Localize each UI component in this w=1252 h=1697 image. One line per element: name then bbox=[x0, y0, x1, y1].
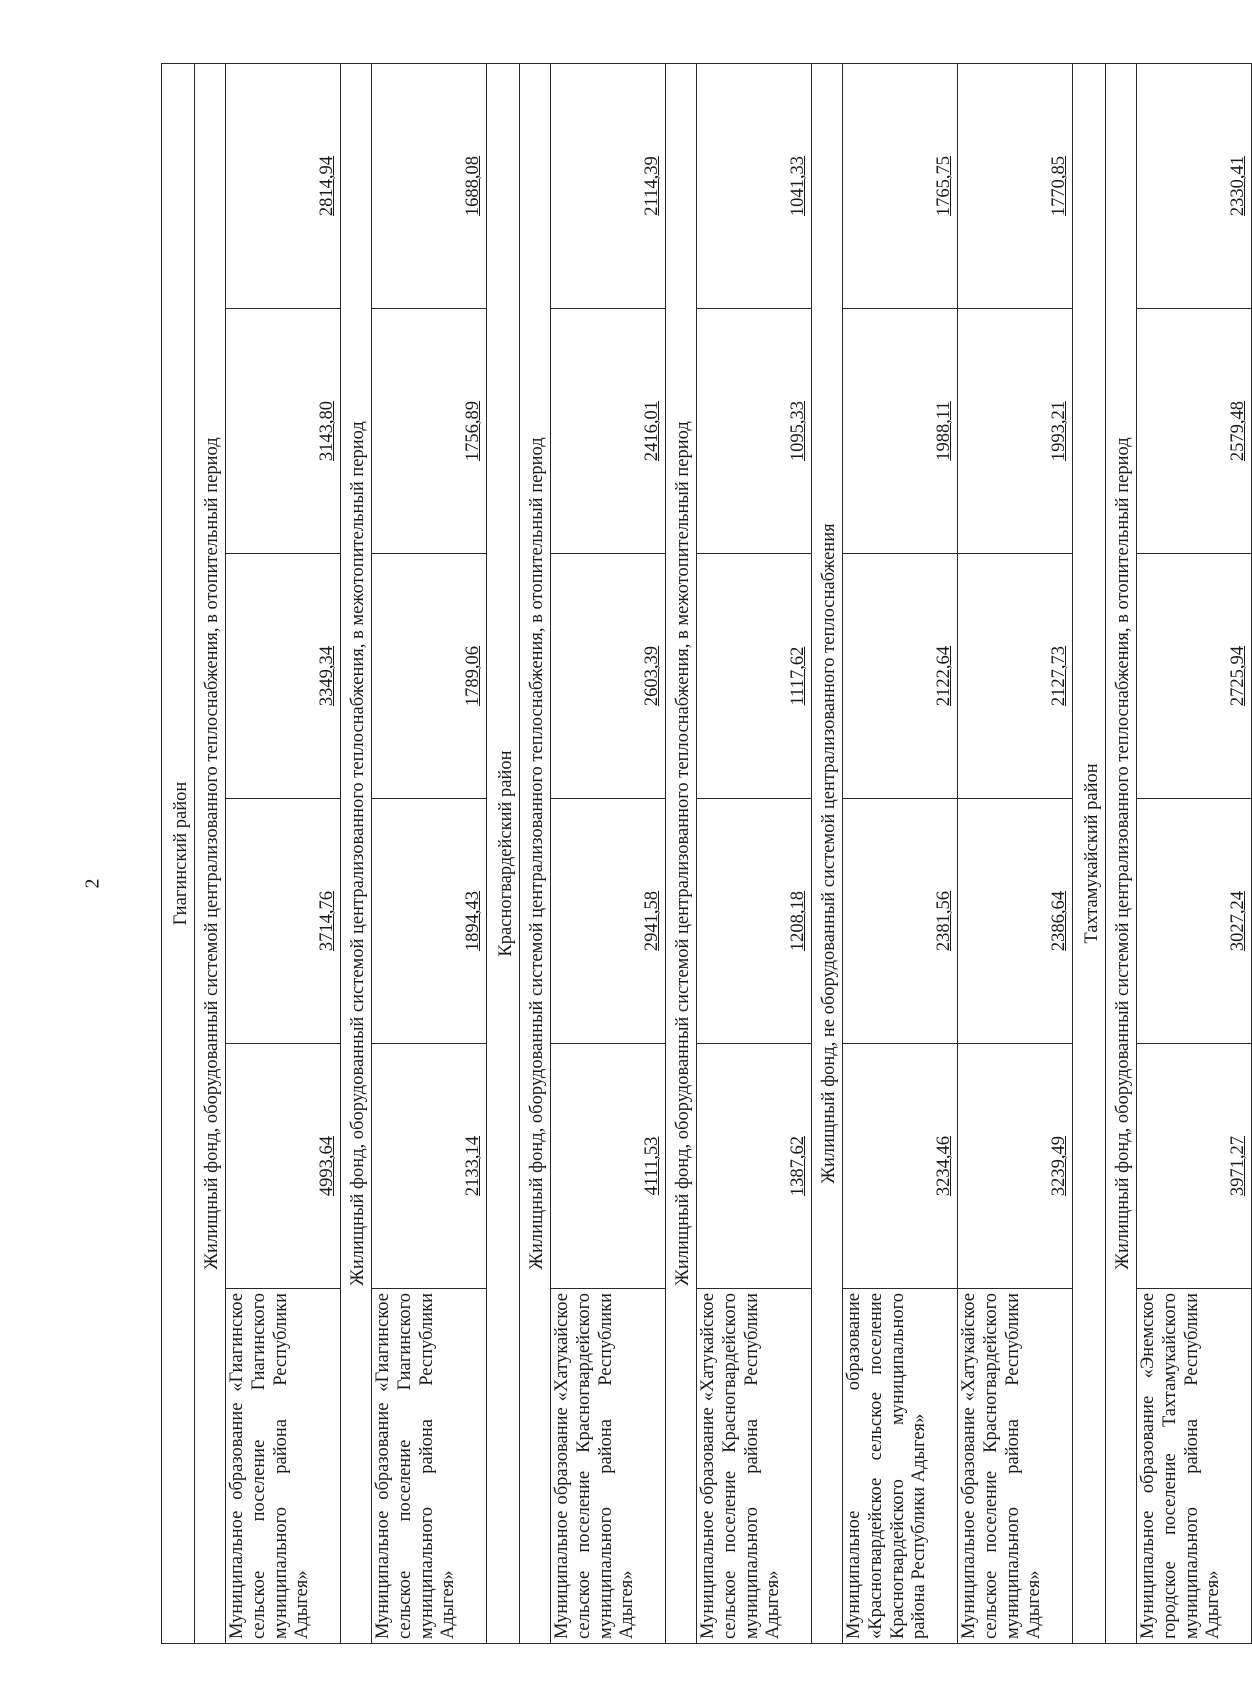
value-cell bbox=[1137, 1044, 1252, 1289]
value-cell bbox=[958, 554, 1073, 799]
value-cell bbox=[1137, 799, 1252, 1044]
value-text: 2941,58 bbox=[642, 890, 663, 952]
value-cell bbox=[551, 309, 666, 554]
municipality-name: Муниципальное образование «Красногвардейское сельское поселение Красногвардейского муниципального района Республики Адыгея» bbox=[843, 1289, 958, 1644]
value-cell bbox=[372, 309, 487, 554]
table-body bbox=[162, 63, 1252, 1643]
value-text: 2416,01 bbox=[642, 400, 663, 462]
value-text: 2133,14 bbox=[463, 1135, 484, 1197]
district-row bbox=[162, 63, 195, 1643]
value-text: 1894,43 bbox=[463, 890, 484, 952]
district-row bbox=[487, 63, 520, 1643]
section-heading-row bbox=[666, 63, 697, 1643]
value-cell bbox=[843, 1044, 958, 1289]
value-text: 1993,21 bbox=[1049, 400, 1070, 462]
value-cell bbox=[697, 799, 812, 1044]
value-text: 4111,53 bbox=[642, 1136, 663, 1196]
value-cell bbox=[1137, 554, 1252, 799]
section-heading-row bbox=[1106, 63, 1137, 1643]
value-cell bbox=[226, 1044, 341, 1289]
municipality-name: Муниципальное образование «Гиагинское сельское поселение Гиагинского муниципального района Республики Адыгея» bbox=[226, 1289, 341, 1644]
value-text: 1756,89 bbox=[463, 400, 484, 462]
table-row bbox=[697, 63, 812, 1643]
page-number: 2 bbox=[81, 878, 104, 889]
value-text: 3971,27 bbox=[1228, 1135, 1249, 1197]
value-cell bbox=[843, 309, 958, 554]
value-cell bbox=[958, 799, 1073, 1044]
value-text: 3027,24 bbox=[1228, 890, 1249, 952]
value-cell bbox=[372, 63, 487, 308]
value-cell bbox=[372, 554, 487, 799]
value-cell bbox=[372, 1044, 487, 1289]
value-text: 1988,11 bbox=[934, 401, 955, 461]
table-row bbox=[226, 63, 341, 1643]
table-row bbox=[958, 63, 1073, 1643]
value-cell bbox=[372, 799, 487, 1044]
value-cell bbox=[843, 799, 958, 1044]
value-cell bbox=[226, 63, 341, 308]
value-cell bbox=[958, 63, 1073, 308]
value-cell bbox=[697, 554, 812, 799]
municipality-name: Муниципальное образование «Хатукайское сельское поселение Красногвардейского муниципального района Республики Адыгея» bbox=[958, 1289, 1073, 1644]
value-cell bbox=[697, 1044, 812, 1289]
district-row bbox=[1073, 63, 1106, 1643]
value-text: 3143,80 bbox=[317, 400, 338, 462]
value-text: 4993,64 bbox=[317, 1135, 338, 1197]
section-heading-row bbox=[520, 63, 551, 1643]
value-cell bbox=[551, 554, 666, 799]
value-cell bbox=[697, 309, 812, 554]
value-cell bbox=[551, 799, 666, 1044]
value-text: 2127,73 bbox=[1049, 645, 1070, 707]
value-cell bbox=[1137, 63, 1252, 308]
value-text: 3239,49 bbox=[1049, 1135, 1070, 1197]
value-cell bbox=[226, 554, 341, 799]
value-text: 1095,33 bbox=[788, 400, 809, 462]
value-text: 2386,64 bbox=[1049, 890, 1070, 952]
municipality-name: Муниципальное образование «Хатукайское сельское поселение Красногвардейского муниципального района Республики Адыгея» bbox=[551, 1289, 666, 1644]
value-text: 2579,48 bbox=[1228, 400, 1249, 462]
value-text: 2122,64 bbox=[934, 645, 955, 707]
table-row bbox=[1137, 63, 1252, 1643]
section-heading-row bbox=[195, 63, 226, 1643]
value-text: 2114,39 bbox=[642, 156, 663, 216]
value-text: 2330,41 bbox=[1228, 155, 1249, 217]
municipality-name: Муниципальное образование «Хатукайское сельское поселение Красногвардейского муниципального района Республики Адыгея» bbox=[697, 1289, 812, 1644]
value-text: 1041,33 bbox=[788, 155, 809, 217]
value-cell bbox=[226, 309, 341, 554]
table-row bbox=[372, 63, 487, 1643]
section-heading-row bbox=[341, 63, 372, 1643]
value-text: 1688,08 bbox=[463, 155, 484, 217]
section-heading-row bbox=[812, 63, 843, 1643]
value-text: 2725,94 bbox=[1228, 645, 1249, 707]
value-text: 3714,76 bbox=[317, 890, 338, 952]
value-cell bbox=[958, 1044, 1073, 1289]
value-text: 3349,34 bbox=[317, 645, 338, 707]
value-cell bbox=[843, 63, 958, 308]
value-text: 1208,18 bbox=[788, 890, 809, 952]
value-cell bbox=[551, 63, 666, 308]
value-text: 2814,94 bbox=[317, 155, 338, 217]
table-frame bbox=[161, 64, 1249, 1644]
value-cell bbox=[551, 1044, 666, 1289]
tariff-table bbox=[161, 63, 1252, 1644]
value-cell bbox=[697, 63, 812, 308]
value-cell bbox=[226, 799, 341, 1044]
section-heading: Жилищный фонд, оборудованный системой централизованного теплоснабжения, в отопительный период bbox=[520, 63, 551, 1643]
municipality-name: Муниципальное образование «Энемское городское поселение Тахтамукайского муниципального района Республики Адыгея» bbox=[1137, 1289, 1252, 1644]
district-name: Гиагинский район bbox=[162, 63, 195, 1643]
value-text: 1789,06 bbox=[463, 645, 484, 707]
municipality-name: Муниципальное образование «Гиагинское сельское поселение Гиагинского муниципального района Республики Адыгея» bbox=[372, 1289, 487, 1644]
value-text: 1770,85 bbox=[1049, 155, 1070, 217]
value-text: 3234,46 bbox=[934, 1135, 955, 1197]
district-name: Тахтамукайский район bbox=[1073, 63, 1106, 1643]
value-text: 1387,62 bbox=[788, 1135, 809, 1197]
section-heading: Жилищный фонд, не оборудованный системой централизованного теплоснабжения bbox=[812, 63, 843, 1643]
table-row bbox=[551, 63, 666, 1643]
table-row bbox=[843, 63, 958, 1643]
section-heading: Жилищный фонд, оборудованный системой централизованного теплоснабжения, в межотопительный период bbox=[341, 63, 372, 1643]
value-text: 2381,56 bbox=[934, 890, 955, 952]
value-text: 1765,75 bbox=[934, 155, 955, 217]
section-heading: Жилищный фонд, оборудованный системой централизованного теплоснабжения, в отопительный период bbox=[195, 63, 226, 1643]
section-heading: Жилищный фонд, оборудованный системой централизованного теплоснабжения, в отопительный период bbox=[1106, 63, 1137, 1643]
rotated-page bbox=[161, 64, 1249, 1644]
district-name: Красногвардейский район bbox=[487, 63, 520, 1643]
value-cell bbox=[843, 554, 958, 799]
section-heading: Жилищный фонд, оборудованный системой централизованного теплоснабжения, в межотопительный период bbox=[666, 63, 697, 1643]
value-cell bbox=[1137, 309, 1252, 554]
value-text: 1117,62 bbox=[788, 646, 809, 706]
value-cell bbox=[958, 309, 1073, 554]
value-text: 2603,39 bbox=[642, 645, 663, 707]
